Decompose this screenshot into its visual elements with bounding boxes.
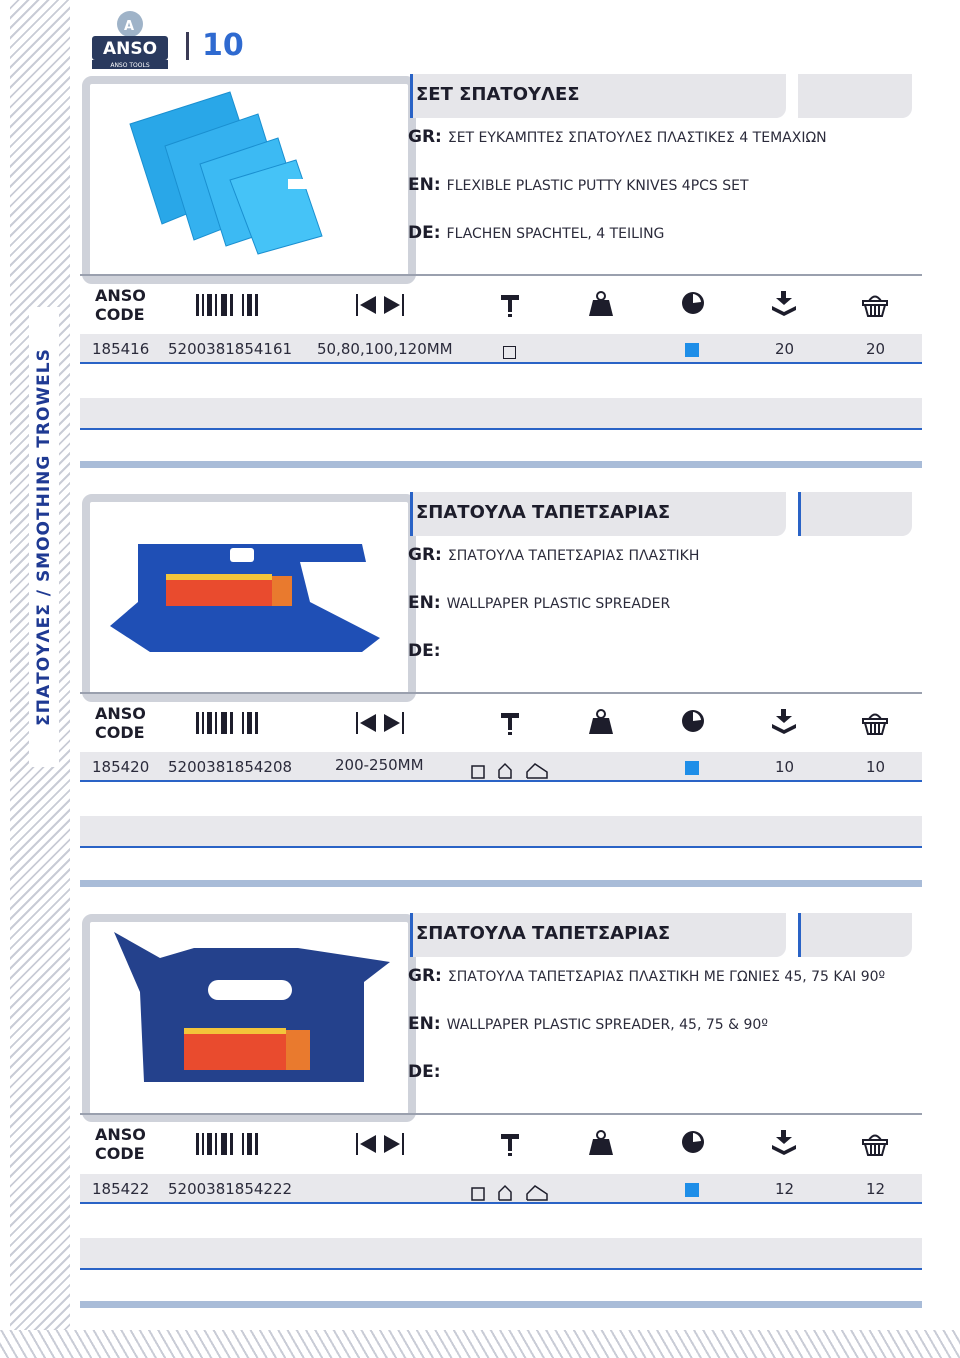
barcode-cell: 5200381854222 (168, 1180, 293, 1198)
de-description: DE: (408, 1062, 441, 1082)
qty-inner-cell: 12 (775, 1180, 795, 1198)
anso-code-header: ANSO CODE (95, 286, 146, 324)
basket-icon (861, 292, 889, 322)
barcode-icon (196, 1131, 260, 1161)
basket-icon (861, 710, 889, 740)
anso-code-header: ANSO CODE (95, 1125, 146, 1163)
box-down-icon (770, 290, 798, 322)
header-separator (186, 32, 189, 60)
size-arrows-icon (356, 1131, 404, 1161)
bottom-hatch-decoration (0, 1330, 960, 1358)
size-arrows-icon (356, 292, 404, 322)
basket-icon (861, 1131, 889, 1161)
product-3-title-bar (410, 913, 786, 957)
de-description: DE: (408, 641, 441, 661)
barcode-cell: 5200381854161 (168, 340, 293, 358)
product-3-side-box (798, 913, 912, 957)
qty-inner-cell: 20 (775, 340, 795, 358)
barcode-icon (196, 292, 260, 322)
section-separator (80, 1301, 922, 1308)
table-header-top-line (80, 274, 922, 276)
logo-text: ANSO (102, 39, 158, 59)
section-separator (80, 461, 922, 468)
square-shape-icon (503, 346, 516, 359)
box-down-icon (770, 1129, 798, 1161)
table-row-empty (80, 1238, 922, 1270)
table-header-top-line (80, 1113, 922, 1115)
anso-code-cell: 185416 (92, 340, 150, 358)
product-photo-putty-knives (82, 76, 416, 284)
product-title: ΣΠΑΤΟΥΛΑ ΤΑΠΕΤΣΑΡΙΑΣ (416, 923, 671, 944)
table-row (80, 752, 922, 782)
weight-icon (588, 708, 614, 740)
table-row (80, 334, 922, 364)
angle-shapes-icon (471, 762, 551, 784)
product-photo-wallpaper-spreader (82, 494, 416, 702)
product-title: ΣΠΑΤΟΥΛΑ ΤΑΠΕΤΣΑΡΙΑΣ (416, 502, 671, 523)
table-row-empty (80, 816, 922, 848)
de-description: DE: FLACHEN SPACHTEL, 4 TEILING (408, 223, 665, 243)
barcode-cell: 5200381854208 (168, 758, 293, 776)
angle-shapes-icon (471, 1184, 551, 1206)
qty-inner-cell: 10 (775, 758, 795, 776)
clock-icon (680, 1129, 706, 1159)
logo-subtext: ANSO TOOLS (110, 62, 150, 69)
blue-square-icon (685, 761, 699, 775)
weight-icon (588, 1129, 614, 1161)
gr-description: GR: ΣΠΑΤΟΥΛΑ ΤΑΠΕΤΣΑΡΙΑΣ ΠΛΑΣΤΙΚΗ ΜΕ ΓΩΝΙΕΣ 45, 75 ΚΑΙ 90º (408, 966, 886, 986)
hammer-icon (500, 292, 520, 322)
page-number: 10 (202, 28, 244, 63)
svg-text:A: A (124, 19, 135, 34)
qty-outer-cell: 12 (866, 1180, 886, 1198)
clock-icon (680, 708, 706, 738)
hammer-icon (500, 1131, 520, 1161)
blue-square-icon (685, 343, 699, 357)
anso-code-header: ANSO CODE (95, 704, 146, 742)
product-photo-angled-spreader (82, 914, 416, 1122)
product-1-side-box (798, 74, 912, 118)
anso-logo (92, 10, 170, 70)
product-2-side-box (798, 492, 912, 536)
section-side-label: ΣΠΑΤΟΥΛΕΣ / SMOOTHING TROWELS (29, 307, 59, 767)
box-down-icon (770, 708, 798, 740)
qty-outer-cell: 20 (866, 340, 886, 358)
table-row (80, 1174, 922, 1204)
anso-code-cell: 185422 (92, 1180, 150, 1198)
product-2-title-bar (410, 492, 786, 536)
size-arrows-icon (356, 710, 404, 740)
product-1-title-bar (410, 74, 786, 118)
size-cell: 200-250MM (335, 756, 424, 774)
clock-icon (680, 290, 706, 320)
en-description: EN: WALLPAPER PLASTIC SPREADER, 45, 75 & 90º (408, 1014, 768, 1034)
en-description: EN: FLEXIBLE PLASTIC PUTTY KNIVES 4PCS SET (408, 175, 749, 195)
gr-description: GR: ΣΠΑΤΟΥΛΑ ΤΑΠΕΤΣΑΡΙΑΣ ΠΛΑΣΤΙΚΗ (408, 545, 700, 565)
product-title: ΣΕΤ ΣΠΑΤΟΥΛΕΣ (416, 84, 580, 105)
size-cell: 50,80,100,120MM (317, 340, 453, 358)
weight-icon (588, 290, 614, 322)
table-row-empty (80, 398, 922, 430)
blue-square-icon (685, 1183, 699, 1197)
section-separator (80, 880, 922, 887)
qty-outer-cell: 10 (866, 758, 886, 776)
table-header-top-line (80, 692, 922, 694)
en-description: EN: WALLPAPER PLASTIC SPREADER (408, 593, 671, 613)
barcode-icon (196, 710, 260, 740)
gr-description: GR: ΣΕΤ ΕΥΚΑΜΠΤΕΣ ΣΠΑΤΟΥΛΕΣ ΠΛΑΣΤΙΚΕΣ 4 ΤΕΜΑΧΙΩΝ (408, 127, 827, 147)
anso-code-cell: 185420 (92, 758, 150, 776)
hammer-icon (500, 710, 520, 740)
